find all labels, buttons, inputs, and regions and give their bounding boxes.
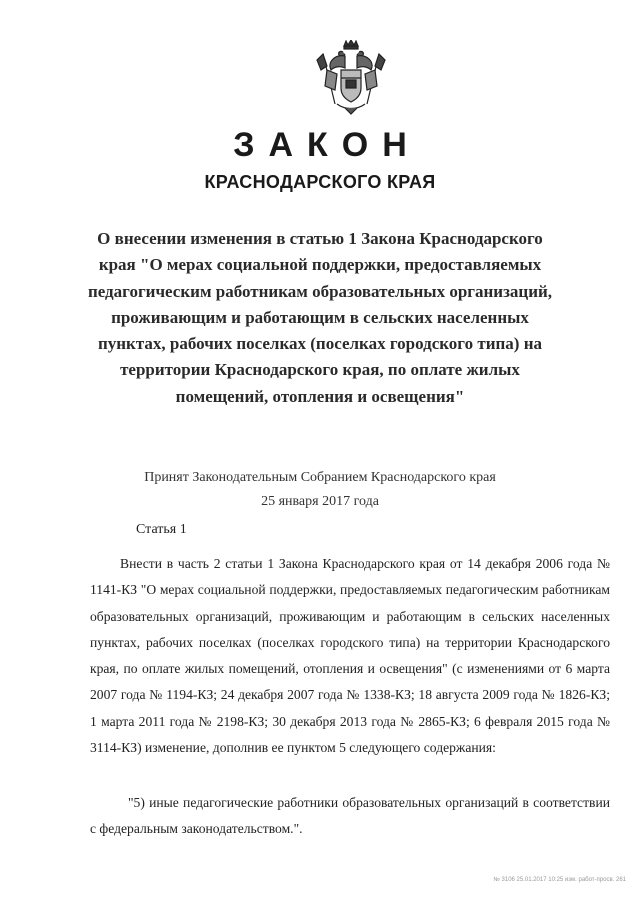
article-label: Статья 1 [136, 522, 187, 537]
law-heading: О внесении изменения в статью 1 Закона Краснодарского края "О мерах социальной поддержки, предоставляемых педагогическим работникам образовательных организаций, проживающим и работающим в сельских населенных пунктах, рабочих поселках (поселках городского типа) на территории Краснодарского края, по оплате жилых помещений, отопления и освещения" [87, 229, 553, 406]
adoption-body: Принят Законодательным Собранием Краснодарского края [144, 470, 496, 485]
adoption-note [0, 466, 640, 514]
footer-registration: № 3106 25.01.2017 10:25 изм. работ-просв. 261 [493, 877, 626, 883]
document-subtitle: КРАСНОДАРСКОГО КРАЯ [204, 172, 436, 192]
article-quote: "5) иные педагогические работники образовательных организаций в соответствии с федеральным законодательством.". [90, 795, 610, 837]
adoption-date: 25 января 2017 года [261, 494, 379, 509]
article-body: Внести в часть 2 статьи 1 Закона Краснодарского края от 14 декабря 2006 года № 1141-КЗ "О мерах социальной поддержки, предоставляемых педагогическим работникам образовательных организаций, проживающим и работающим в сельских населенных пунктах, рабочих поселках (поселках городского типа) на территории Краснодарского края, по оплате жилых помещений, отопления и освещения" (с изменениями от 6 марта 2007 года № 1194-КЗ; 24 декабря 2007 года № 1338-КЗ; 18 августа 2009 года № 1826-КЗ; 1 марта 2011 года № 2198-КЗ; 30 декабря 2013 года № 2865-КЗ; 6 февраля 2015 года № 3114-КЗ) изменение, дополнив ее пунктом 5 следующего содержания: [90, 556, 610, 756]
coat-of-arms-icon [315, 40, 387, 116]
document-title: ЗАКОН [233, 126, 421, 164]
